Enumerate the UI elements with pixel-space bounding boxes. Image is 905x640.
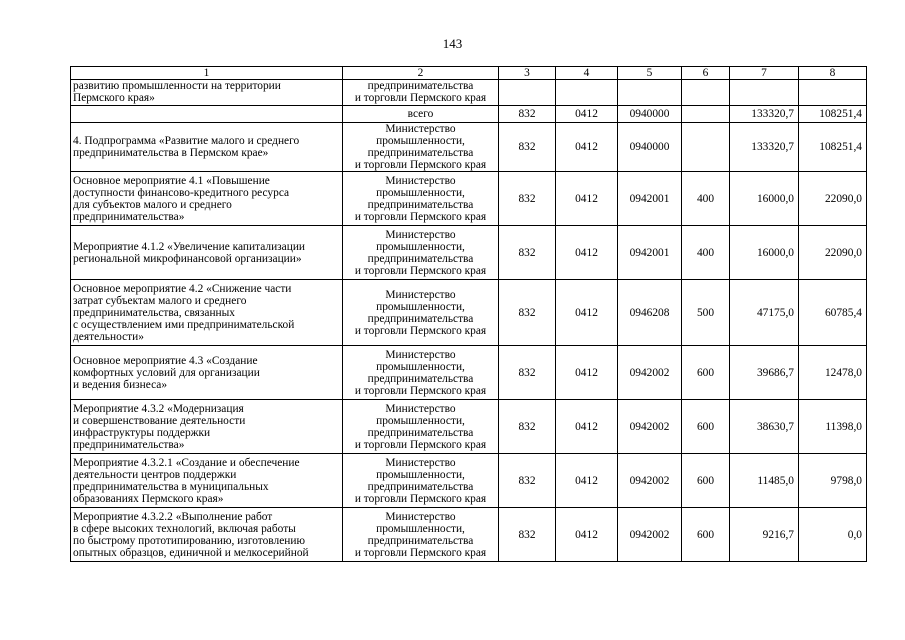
target-code-cell [618, 80, 682, 106]
ministry-code-cell: 832 [499, 280, 556, 346]
table-row [71, 123, 867, 172]
responsible-line: всего [407, 108, 434, 120]
section-code-cell: 0412 [556, 346, 618, 400]
expense-type-cell [682, 123, 730, 172]
expense-type-cell: 600 [682, 508, 730, 562]
header-cell: 5 [618, 67, 682, 80]
section-code-cell: 0412 [556, 454, 618, 508]
ministry-code-cell: 832 [499, 454, 556, 508]
responsible-line: и торговли Пермского края [354, 210, 487, 223]
page-number: 143 [442, 36, 463, 51]
amount-cell: 9798,0 [799, 454, 867, 508]
item-name-cell [71, 106, 343, 123]
responsible-cell [343, 508, 499, 562]
item-name-cell [71, 123, 343, 172]
responsible-line: и торговли Пермского края [354, 492, 487, 505]
responsible-line: Министерство [385, 348, 456, 361]
item-name-line: с осуществлением ими предпринимательской [73, 318, 295, 331]
item-name-line: предпринимательства» [73, 210, 185, 223]
expense-type-cell: 500 [682, 280, 730, 346]
header-cell: 7 [730, 67, 799, 80]
responsible-line: промышленности, [376, 360, 465, 373]
expense-type-cell: 400 [682, 226, 730, 280]
section-code-cell: 0412 [556, 508, 618, 562]
responsible-line: и торговли Пермского края [354, 159, 487, 171]
responsible-line: предпринимательства [367, 372, 474, 385]
item-name-line: Мероприятие 4.1.2 «Увеличение капитализации [73, 240, 306, 253]
header-row [71, 67, 867, 80]
item-name-line: по быстрому прототипированию, изготовлению [73, 534, 305, 547]
responsible-line: Министерство [385, 456, 456, 469]
header-cell: 8 [799, 67, 867, 80]
item-name-line: Мероприятие 4.3.2.2 «Выполнение работ [73, 510, 273, 523]
section-code-cell: 0412 [556, 106, 618, 123]
amount-cell: 22090,0 [799, 172, 867, 226]
responsible-line: Министерство [385, 174, 456, 187]
amount-cell: 133320,7 [730, 123, 799, 172]
responsible-line: предпринимательства [367, 480, 474, 493]
amount-cell: 47175,0 [730, 280, 799, 346]
responsible-line: промышленности, [376, 186, 465, 199]
responsible-line: промышленности, [376, 240, 465, 253]
amount-cell [799, 80, 867, 106]
responsible-line: предпринимательства [367, 534, 474, 547]
item-name-line: доступности финансово-кредитного ресурса [73, 186, 290, 199]
ministry-code-cell: 832 [499, 172, 556, 226]
ministry-code-cell: 832 [499, 346, 556, 400]
target-code-cell: 0942002 [618, 400, 682, 454]
responsible-cell [343, 346, 499, 400]
amount-cell: 16000,0 [730, 172, 799, 226]
responsible-cell [343, 226, 499, 280]
item-name-line: и совершенствование деятельности [73, 414, 246, 427]
header-cell: 4 [556, 67, 618, 80]
table-row [71, 80, 867, 106]
ministry-code-cell: 832 [499, 106, 556, 123]
responsible-line: предпринимательства [367, 252, 474, 265]
section-code-cell [556, 80, 618, 106]
responsible-line: Министерство [385, 510, 456, 523]
responsible-line: Министерство [385, 123, 456, 135]
section-code-cell: 0412 [556, 226, 618, 280]
amount-cell: 108251,4 [799, 106, 867, 123]
target-code-cell: 0942002 [618, 346, 682, 400]
responsible-line: и торговли Пермского края [354, 384, 487, 397]
responsible-line: и торговли Пермского края [354, 92, 487, 104]
item-name-line: инфраструктуры поддержки [73, 426, 211, 439]
ministry-code-cell [499, 80, 556, 106]
expense-type-cell [682, 106, 730, 123]
table-row [71, 280, 867, 346]
expense-type-cell [682, 80, 730, 106]
amount-cell: 11485,0 [730, 454, 799, 508]
target-code-cell: 0942002 [618, 508, 682, 562]
item-name-line: образованиях Пермского края» [73, 492, 224, 505]
table-row [71, 400, 867, 454]
responsible-line: и торговли Пермского края [354, 264, 487, 277]
table-row [71, 172, 867, 226]
item-name-cell [71, 80, 343, 106]
expense-type-cell: 600 [682, 346, 730, 400]
item-name-line: Мероприятие 4.3.2 «Модернизация [73, 402, 244, 415]
table-row [71, 346, 867, 400]
item-name-line: Основное мероприятие 4.2 «Снижение части [73, 282, 292, 295]
item-name-line: деятельности центров поддержки [73, 468, 237, 481]
section-code-cell: 0412 [556, 172, 618, 226]
ministry-code-cell: 832 [499, 508, 556, 562]
amount-cell: 38630,7 [730, 400, 799, 454]
amount-cell: 12478,0 [799, 346, 867, 400]
item-name-line: деятельности» [73, 330, 144, 343]
responsible-cell [343, 280, 499, 346]
item-name-cell [71, 508, 343, 562]
responsible-line: промышленности, [376, 135, 465, 147]
item-name-line: затрат субъектам малого и среднего [73, 294, 247, 307]
item-name-line: Пермского края» [73, 92, 155, 104]
ministry-code-cell: 832 [499, 226, 556, 280]
item-name-line: предпринимательства» [73, 438, 185, 451]
responsible-line: и торговли Пермского края [354, 324, 487, 337]
item-name-line: Основное мероприятие 4.1 «Повышение [73, 174, 270, 187]
target-code-cell: 0942001 [618, 172, 682, 226]
target-code-cell: 0940000 [618, 123, 682, 172]
section-code-cell: 0412 [556, 280, 618, 346]
responsible-line: Министерство [385, 402, 456, 415]
responsible-line: и торговли Пермского края [354, 546, 487, 559]
item-name-cell [71, 454, 343, 508]
responsible-cell [343, 80, 499, 106]
responsible-line: Министерство [385, 288, 456, 301]
item-name-line: развитию промышленности на территории [73, 80, 281, 92]
item-name-cell [71, 280, 343, 346]
header-cell: 3 [499, 67, 556, 80]
item-name-line: предпринимательства в Пермском крае» [73, 147, 269, 159]
amount-cell: 39686,7 [730, 346, 799, 400]
responsible-line: промышленности, [376, 300, 465, 313]
item-name-line: предпринимательства, связанных [73, 306, 236, 319]
amount-cell [730, 80, 799, 106]
header-cell: 2 [343, 67, 499, 80]
target-code-cell: 0942001 [618, 226, 682, 280]
item-name-line: 4. Подпрограмма «Развитие малого и среднего [73, 135, 300, 147]
amount-cell: 16000,0 [730, 226, 799, 280]
responsible-line: предпринимательства [367, 426, 474, 439]
table-row [71, 454, 867, 508]
budget-table [70, 66, 867, 562]
responsible-line: промышленности, [376, 522, 465, 535]
item-name-line: предпринимательства в муниципальных [73, 480, 269, 493]
table-row [71, 106, 867, 123]
amount-cell: 22090,0 [799, 226, 867, 280]
responsible-line: предпринимательства [367, 198, 474, 211]
item-name-cell [71, 400, 343, 454]
target-code-cell: 0940000 [618, 106, 682, 123]
item-name-cell [71, 226, 343, 280]
item-name-cell [71, 172, 343, 226]
responsible-line: и торговли Пермского края [354, 438, 487, 451]
item-name-line: Мероприятие 4.3.2.1 «Создание и обеспечение [73, 456, 300, 469]
expense-type-cell: 600 [682, 454, 730, 508]
header-cell: 1 [71, 67, 343, 80]
ministry-code-cell: 832 [499, 123, 556, 172]
amount-cell: 108251,4 [799, 123, 867, 172]
item-name-line: региональной микрофинансовой организации» [73, 252, 302, 265]
item-name-line: комфортных условий для организации [73, 366, 260, 379]
ministry-code-cell: 832 [499, 400, 556, 454]
responsible-line: промышленности, [376, 414, 465, 427]
responsible-cell [343, 400, 499, 454]
responsible-cell [343, 454, 499, 508]
item-name-line: для субъектов малого и среднего [73, 198, 232, 211]
responsible-line: предпринимательства [367, 312, 474, 325]
section-code-cell: 0412 [556, 123, 618, 172]
responsible-cell [343, 106, 499, 123]
target-code-cell: 0946208 [618, 280, 682, 346]
amount-cell: 0,0 [799, 508, 867, 562]
item-name-line: Основное мероприятие 4.3 «Создание [73, 354, 258, 367]
section-code-cell: 0412 [556, 400, 618, 454]
responsible-line: промышленности, [376, 468, 465, 481]
responsible-line: Министерство [385, 228, 456, 241]
amount-cell: 9216,7 [730, 508, 799, 562]
amount-cell: 11398,0 [799, 400, 867, 454]
item-name-cell [71, 346, 343, 400]
item-name-line: и ведения бизнеса» [73, 378, 168, 391]
responsible-cell [343, 123, 499, 172]
target-code-cell: 0942002 [618, 454, 682, 508]
table-row [71, 508, 867, 562]
header-cell: 6 [682, 67, 730, 80]
amount-cell: 60785,4 [799, 280, 867, 346]
item-name-line: опытных образцов, единичной и мелкосерийной [73, 546, 309, 559]
responsible-line: предпринимательства [367, 80, 474, 92]
expense-type-cell: 400 [682, 172, 730, 226]
expense-type-cell: 600 [682, 400, 730, 454]
amount-cell: 133320,7 [730, 106, 799, 123]
responsible-line: предпринимательства [367, 147, 474, 159]
item-name-line: в сфере высоких технологий, включая работы [73, 522, 296, 535]
responsible-cell [343, 172, 499, 226]
table-row [71, 226, 867, 280]
